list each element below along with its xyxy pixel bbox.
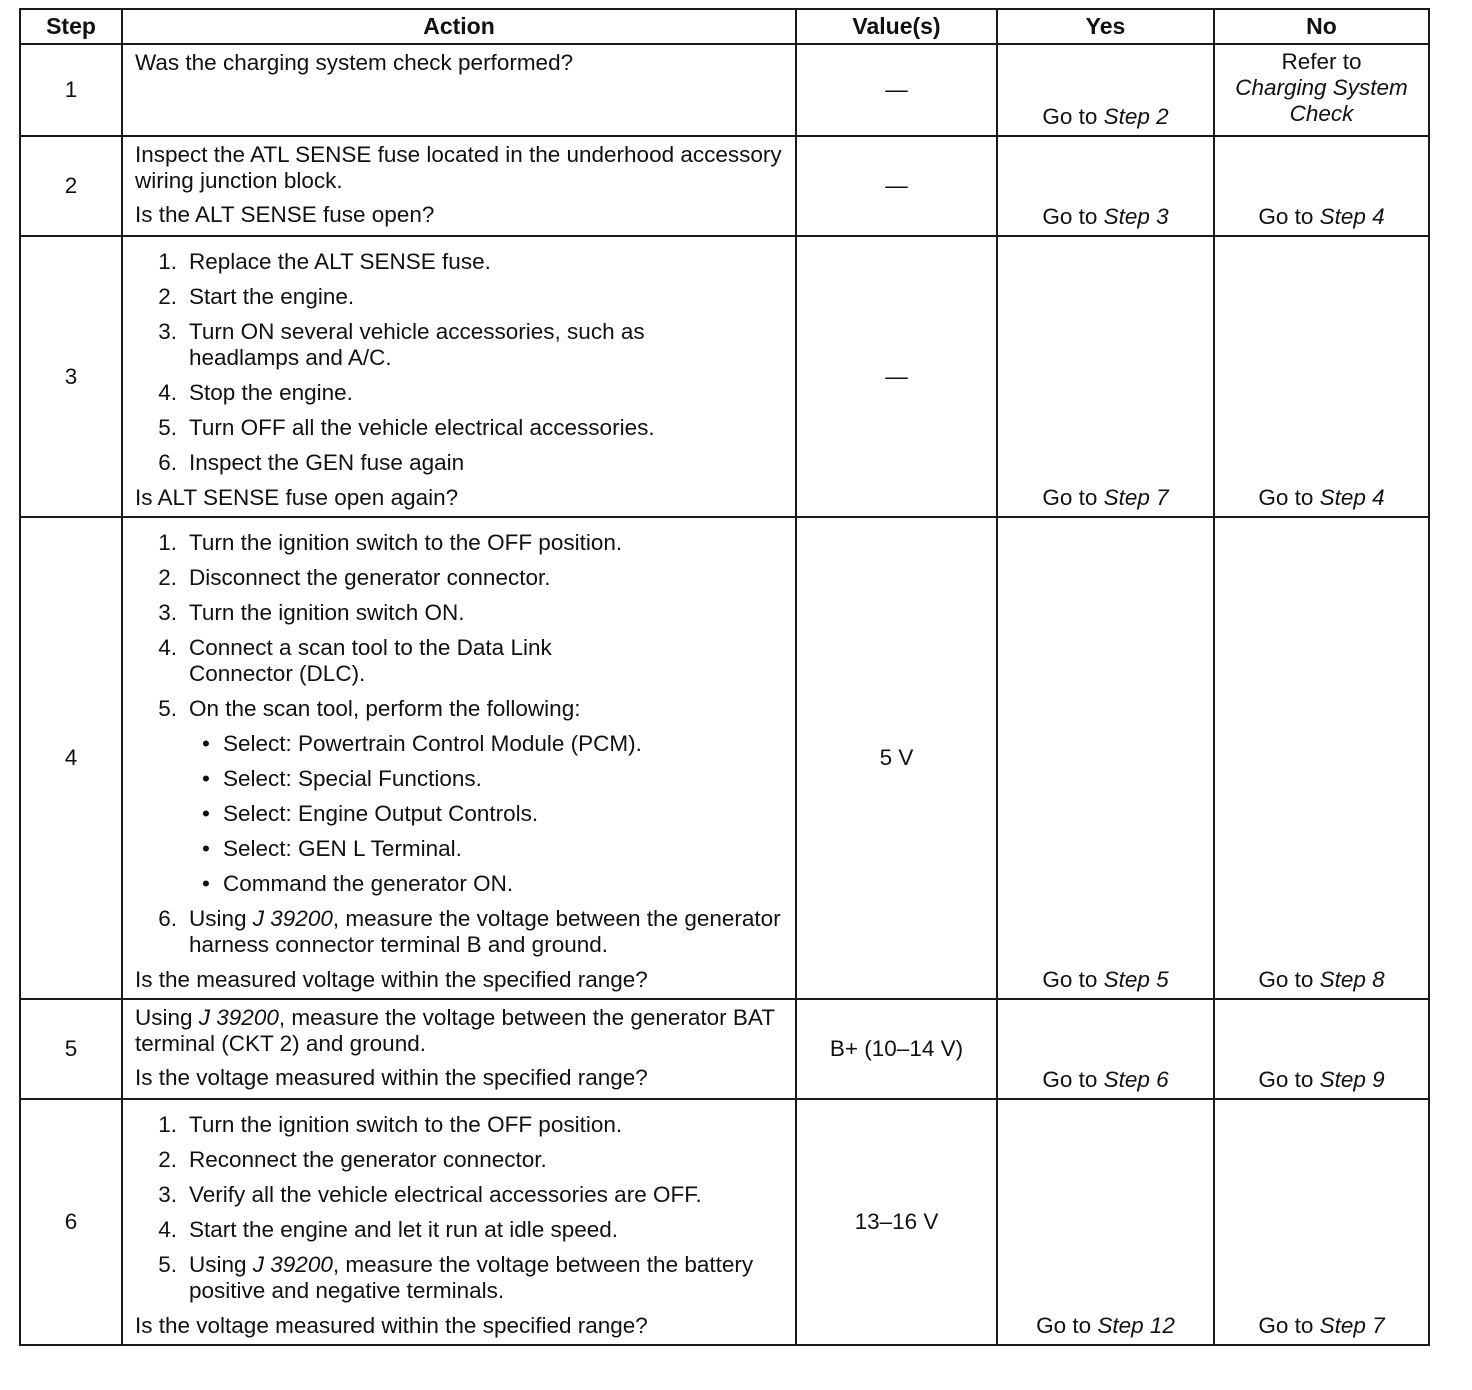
- list-item: 4. Stop the engine.: [158, 380, 353, 405]
- yes-prefix: Go to: [1042, 967, 1104, 992]
- table-row: [20, 136, 1429, 236]
- step-number: 6: [20, 1099, 122, 1345]
- action-question: Is the measured voltage within the specified range?: [135, 967, 648, 992]
- table-row: [20, 1099, 1429, 1345]
- list-item: 3. Turn the ignition switch ON.: [158, 600, 465, 625]
- bullet-item: • Select: Special Functions.: [202, 766, 482, 791]
- list-item: 2. Reconnect the generator connector.: [158, 1147, 547, 1172]
- value-cell: B+ (10–14 V): [796, 999, 997, 1099]
- bullet-item: • Select: Powertrain Control Module (PCM).: [202, 731, 642, 756]
- no-prefix: Go to: [1258, 204, 1320, 229]
- action-cell: [122, 236, 796, 517]
- action-list: [135, 1112, 785, 1304]
- list-item: 3. Verify all the vehicle electrical accessories are OFF.: [158, 1182, 702, 1207]
- yes-cell: [997, 517, 1214, 999]
- yes-prefix: Go to: [1042, 204, 1104, 229]
- yes-cell: [997, 236, 1214, 517]
- list-item: 2. Disconnect the generator connector.: [158, 565, 551, 590]
- no-prefix: Go to: [1258, 485, 1320, 510]
- action-question: Is the voltage measured within the specified range?: [135, 1065, 648, 1090]
- bullet-item: • Command the generator ON.: [202, 871, 514, 896]
- no-cell: [1214, 44, 1429, 136]
- value-cell: —: [796, 136, 997, 236]
- table-header-row: [20, 9, 1429, 44]
- action-list: [135, 249, 785, 476]
- action-cell: [122, 517, 796, 999]
- list-item: 1. Turn the ignition switch to the OFF position.: [158, 530, 623, 555]
- action-text: Was the charging system check performed?: [135, 50, 574, 75]
- header-yes: Yes: [997, 9, 1214, 44]
- value-cell: 5 V: [796, 517, 997, 999]
- yes-prefix: Go to: [1042, 1067, 1104, 1092]
- no-link[interactable]: Step 4: [1319, 204, 1385, 229]
- yes-link[interactable]: Step 12: [1097, 1313, 1175, 1338]
- no-prefix: Go to: [1258, 967, 1320, 992]
- step-number: 2: [20, 136, 122, 236]
- yes-link[interactable]: Step 5: [1103, 967, 1169, 992]
- step-number: 1: [20, 44, 122, 136]
- action-cell: [122, 1099, 796, 1345]
- value-cell: 13–16 V: [796, 1099, 997, 1345]
- step-number: 4: [20, 517, 122, 999]
- table-row: [20, 236, 1429, 517]
- no-link[interactable]: Charging System Check: [1235, 75, 1408, 126]
- table-row: [20, 517, 1429, 999]
- list-item: 1. Replace the ALT SENSE fuse.: [158, 249, 491, 274]
- yes-link[interactable]: Step 6: [1103, 1067, 1169, 1092]
- yes-prefix: Go to: [1036, 1313, 1098, 1338]
- step-number: 3: [20, 236, 122, 517]
- no-cell: [1214, 1099, 1429, 1345]
- list-item: 1. Turn the ignition switch to the OFF position.: [158, 1112, 623, 1137]
- value-cell: —: [796, 44, 997, 136]
- action-question: Is the voltage measured within the specified range?: [135, 1313, 648, 1338]
- yes-cell: [997, 44, 1214, 136]
- bullet-item: • Select: Engine Output Controls.: [202, 801, 539, 826]
- no-prefix: Go to: [1258, 1313, 1320, 1338]
- no-cell: [1214, 136, 1429, 236]
- yes-cell: [997, 999, 1214, 1099]
- list-item: 2. Start the engine.: [158, 284, 355, 309]
- list-item: 6. Inspect the GEN fuse again: [158, 450, 465, 475]
- action-question: Is the ALT SENSE fuse open?: [135, 202, 435, 227]
- yes-cell: [997, 1099, 1214, 1345]
- step-number: 5: [20, 999, 122, 1099]
- yes-cell: [997, 136, 1214, 236]
- header-action: Action: [122, 9, 796, 44]
- list-item: 5. On the scan tool, perform the following:: [158, 696, 581, 721]
- list-item: 4. Start the engine and let it run at idle speed.: [158, 1217, 619, 1242]
- table-row: [20, 44, 1429, 136]
- action-question: Is ALT SENSE fuse open again?: [135, 485, 459, 510]
- yes-link[interactable]: Step 7: [1103, 485, 1169, 510]
- yes-prefix: Go to: [1042, 485, 1104, 510]
- action-text: Inspect the ATL SENSE fuse located in the underhood accessory wiring junction block.: [135, 142, 782, 193]
- no-cell: [1214, 999, 1429, 1099]
- action-list: [135, 530, 785, 958]
- yes-link[interactable]: Step 2: [1103, 104, 1169, 129]
- tool-reference: J 39200: [198, 1005, 279, 1030]
- no-prefix: Refer to: [1281, 49, 1362, 74]
- tool-reference: J 39200: [252, 906, 333, 931]
- tool-reference: J 39200: [252, 1252, 333, 1277]
- no-link[interactable]: Step 7: [1319, 1313, 1385, 1338]
- table-row: [20, 999, 1429, 1099]
- no-prefix: Go to: [1258, 1067, 1320, 1092]
- list-item: 3. Turn ON several vehicle accessories, such as headlamps and A/C.: [158, 319, 645, 370]
- action-text: Using J 39200, measure the voltage between the generator BAT terminal (CKT 2) and ground.: [135, 1005, 775, 1056]
- no-link[interactable]: Step 9: [1319, 1067, 1385, 1092]
- list-item: 4. Connect a scan tool to the Data Link Connector (DLC).: [158, 635, 552, 686]
- header-step: Step: [20, 9, 122, 44]
- diagnostic-table: [19, 8, 1430, 1346]
- action-cell: [122, 44, 796, 136]
- header-values: Value(s): [796, 9, 997, 44]
- list-item: 5. Using J 39200, measure the voltage between the battery positive and negative terminals.: [158, 1252, 754, 1303]
- value-cell: —: [796, 236, 997, 517]
- list-item: 6. Using J 39200, measure the voltage between the generator harness connector terminal B and ground.: [158, 906, 781, 957]
- no-cell: [1214, 236, 1429, 517]
- no-cell: [1214, 517, 1429, 999]
- bullet-item: • Select: GEN L Terminal.: [202, 836, 462, 861]
- no-link[interactable]: Step 8: [1319, 967, 1385, 992]
- yes-prefix: Go to: [1042, 104, 1104, 129]
- yes-link[interactable]: Step 3: [1103, 204, 1169, 229]
- no-link[interactable]: Step 4: [1319, 485, 1385, 510]
- action-cell: [122, 136, 796, 236]
- list-item: 5. Turn OFF all the vehicle electrical accessories.: [158, 415, 655, 440]
- action-cell: [122, 999, 796, 1099]
- header-no: No: [1214, 9, 1429, 44]
